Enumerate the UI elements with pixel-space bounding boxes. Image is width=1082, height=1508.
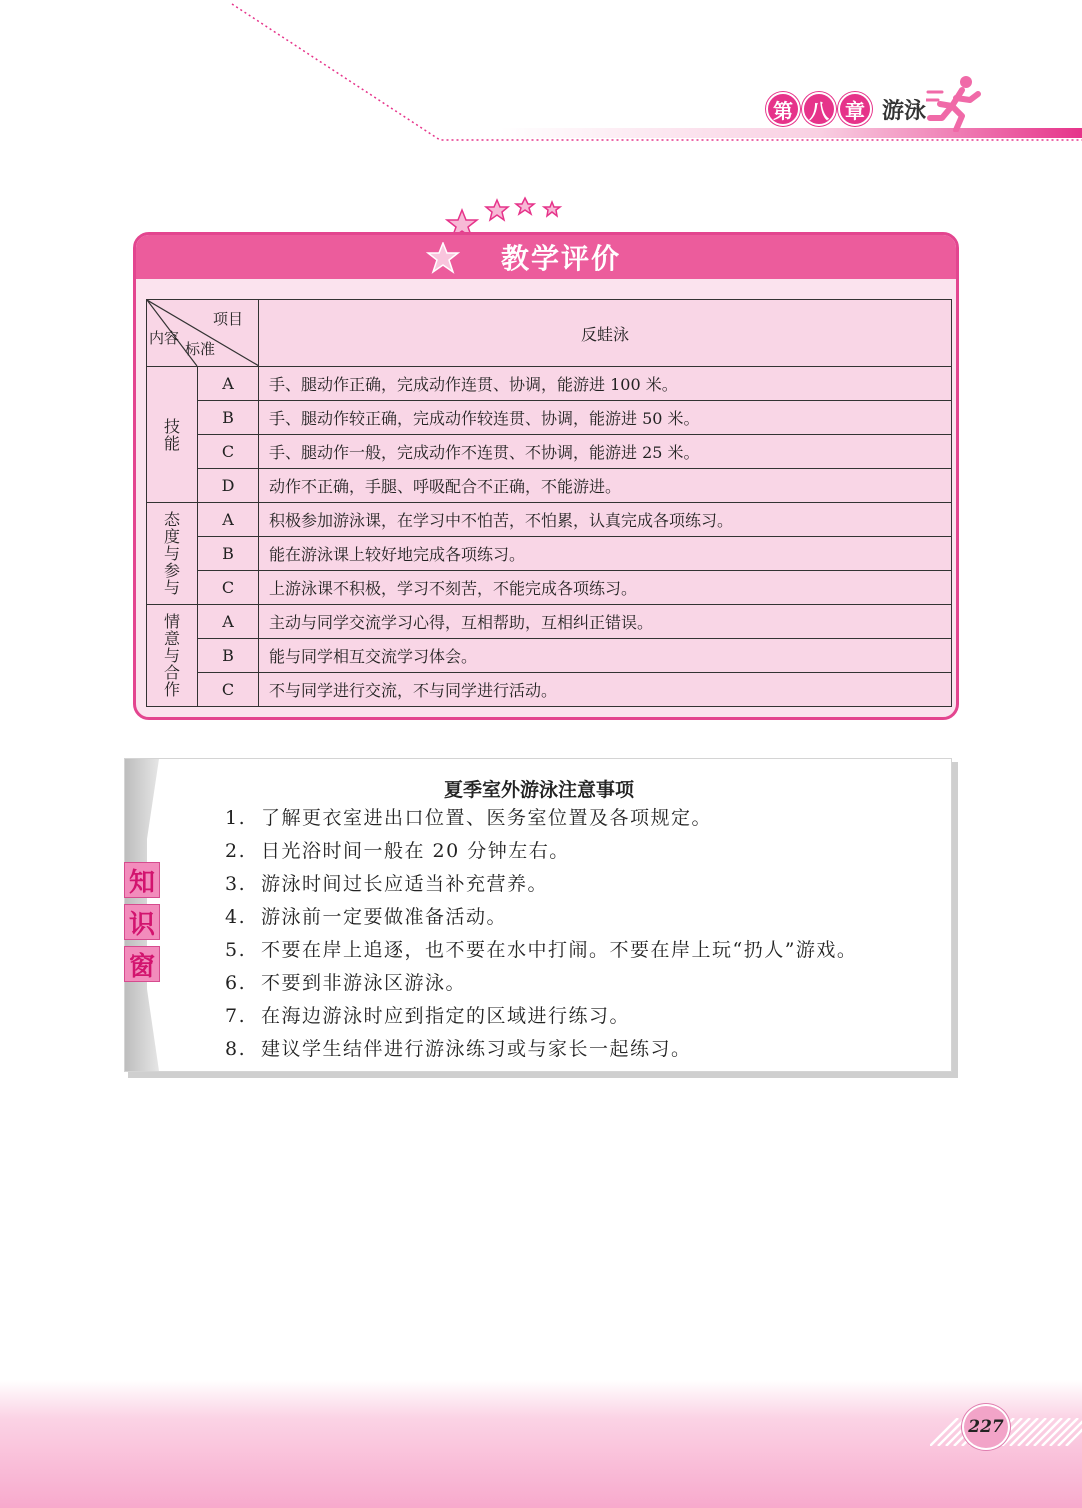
page-number: 227: [962, 1404, 1010, 1450]
category-cell: 态 度 与 参 与: [147, 503, 198, 605]
chapter-heading: [766, 92, 926, 126]
list-item: 1. 了解更衣室进出口位置、医务室位置及各项规定。: [225, 807, 713, 829]
list-item: 5. 不要在岸上追逐，也不要在水中打闹。不要在岸上玩“扔人”游戏。: [225, 939, 858, 961]
category-cell: 技 能: [147, 367, 198, 503]
badge-char: 识: [124, 904, 160, 940]
knowledge-window: [124, 758, 952, 1072]
evaluation-table: [146, 299, 952, 707]
level-cell: B: [198, 401, 259, 435]
description-cell: 手、腿动作正确，完成动作连贯、协调，能游进 100 米。: [259, 367, 952, 401]
level-cell: A: [198, 503, 259, 537]
level-cell: A: [198, 605, 259, 639]
description-cell: 手、腿动作较正确，完成动作较连贯、协调，能游进 50 米。: [259, 401, 952, 435]
list-item: 2. 日光浴时间一般在 20 分钟左右。: [225, 840, 570, 862]
chapter-char-3: 章: [838, 92, 872, 126]
badge-char: 窗: [124, 946, 160, 982]
list-item: 7. 在海边游泳时应到指定的区域进行练习。: [225, 1005, 631, 1027]
list-item: 6. 不要到非游泳区游泳。: [225, 972, 467, 994]
level-cell: C: [198, 435, 259, 469]
chapter-char-2: 八: [802, 92, 836, 126]
header-content-label: 内容: [149, 329, 180, 347]
list-item: 8. 建议学生结伴进行游泳练习或与家长一起练习。: [225, 1038, 692, 1060]
evaluation-title: 教学评价: [500, 242, 621, 275]
description-cell: 上游泳课不积极，学习不刻苦，不能完成各项练习。: [259, 571, 952, 605]
header-decoration: [0, 0, 1082, 160]
list-item: 4. 游泳前一定要做准备活动。: [225, 906, 508, 928]
level-cell: A: [198, 367, 259, 401]
chapter-title: 游泳: [882, 98, 927, 124]
knowledge-list: [225, 803, 857, 1067]
description-cell: 手、腿动作一般，完成动作不连贯、不协调，能游进 25 米。: [259, 435, 952, 469]
evaluation-header: [136, 235, 956, 279]
list-item: 3. 游泳时间过长应适当补充营养。: [225, 873, 549, 895]
description-cell: 积极参加游泳课，在学习中不怕苦，不怕累，认真完成各项练习。: [259, 503, 952, 537]
evaluation-panel: [133, 232, 959, 720]
category-cell: 情 意 与 合 作: [147, 605, 198, 707]
badge-char: 知: [124, 862, 160, 898]
level-cell: B: [198, 639, 259, 673]
knowledge-window-badge: [124, 862, 164, 988]
diagonal-header-cell: [147, 300, 259, 367]
knowledge-window-title: 夏季室外游泳注意事项: [443, 779, 634, 801]
description-cell: 能与同学相互交流学习体会。: [259, 639, 952, 673]
column-title: 反蛙泳: [259, 300, 952, 367]
level-cell: C: [198, 571, 259, 605]
description-cell: 不与同学进行交流，不与同学进行活动。: [259, 673, 952, 707]
description-cell: 能在游泳课上较好地完成各项练习。: [259, 537, 952, 571]
level-cell: D: [198, 469, 259, 503]
runner-icon: [926, 74, 988, 132]
level-cell: C: [198, 673, 259, 707]
description-cell: 主动与同学交流学习心得，互相帮助，互相纠正错误。: [259, 605, 952, 639]
header-standard-label: 标准: [185, 340, 216, 358]
page-footer: [0, 1380, 1082, 1508]
chapter-char-1: 第: [766, 92, 800, 126]
pink-star-icon: [426, 242, 460, 274]
level-cell: B: [198, 537, 259, 571]
description-cell: 动作不正确，手腿、呼吸配合不正确，不能游进。: [259, 469, 952, 503]
header-item-label: 项目: [213, 310, 244, 328]
